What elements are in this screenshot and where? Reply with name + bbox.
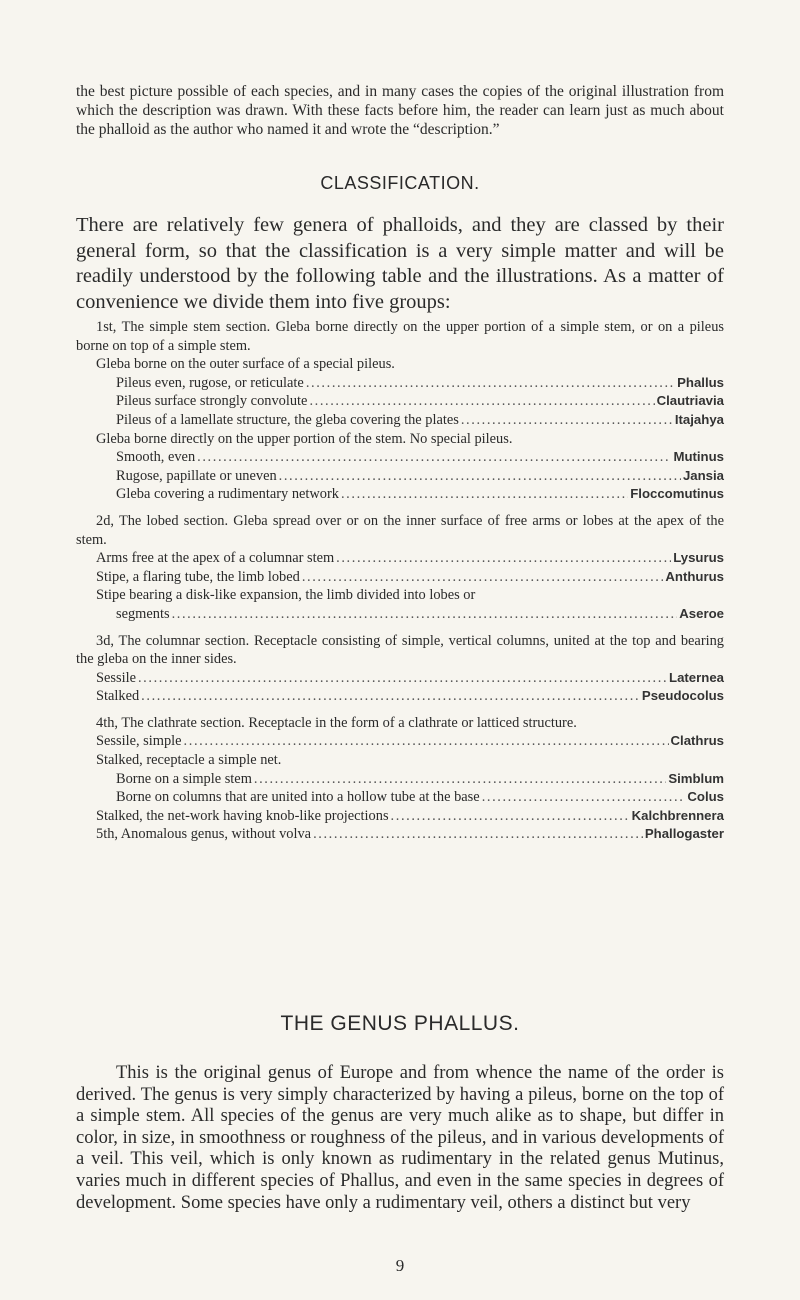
key-label: Borne on columns that are united into a hollow tube at the base [116, 789, 480, 806]
genus-name: Phallogaster [644, 826, 724, 842]
classification-lead: There are relatively few genera of phalloids, and they are classed by their general form, so that the classification is a very simple matter and will be readily understood by the following table and the illustrations. As a matter of convenience we divide them into five groups: [76, 214, 724, 313]
key-label: Sessile, simple [96, 733, 182, 750]
genus-name: Mutinus [673, 449, 724, 465]
genus-name: Itajahya [674, 411, 724, 427]
key-row [76, 374, 724, 393]
genus-name: Clathrus [670, 733, 724, 749]
classification-table [76, 318, 724, 844]
phallus-heading: THE GENUS PHALLUS. [280, 1012, 520, 1035]
key-label: Sessile [96, 669, 136, 686]
key-row [76, 549, 724, 568]
genus-name: Floccomutinus [630, 486, 724, 502]
key-row [76, 770, 724, 789]
key-row [76, 807, 724, 826]
section-2-intro: 2d, The lobed section. Gleba spread over or on the inner surface of free arms or lobes at the apex of the stem. [76, 512, 724, 548]
key-label: Gleba covering a rudimentary network [116, 486, 339, 503]
key-label: Stalked [96, 688, 140, 705]
key-label: Stipe, a flaring tube, the limb lobed [96, 568, 300, 585]
key-row [76, 485, 724, 504]
key-row [76, 788, 724, 807]
genus-name: Colus [687, 789, 724, 805]
key-row [76, 825, 724, 844]
key-row [76, 669, 724, 688]
genus-name: Aseroe [679, 605, 724, 621]
key-label: Rugose, papillate or uneven [116, 467, 277, 484]
key-row [76, 568, 724, 587]
key-label: Pileus even, rugose, or reticulate [116, 374, 304, 391]
genus-name: Kalchbrennera [631, 807, 724, 823]
section-3-intro: 3d, The columnar section. Receptacle consisting of simple, vertical columns, united at the top and bearing the gleba on the inner sides. [76, 632, 724, 668]
key-label: Pileus surface strongly convolute [116, 393, 308, 410]
section-1-subhead-1: Gleba borne on the outer surface of a special pileus. [96, 356, 395, 373]
key-row [76, 411, 724, 430]
genus-name: Jansia [682, 467, 724, 483]
intro-paragraph: the best picture possible of each species, and in many cases the copies of the original illustration from which the description was drawn. With these facts before him, the reader can learn just as much about the phalloid as the author who named it and wrote the “description.” [76, 83, 724, 138]
phallus-paragraph: This is the original genus of Europe and from whence the name of the order is derived. The genus is very simply characterized by having a pileus, borne on the top of a simple stem. All species of the genus are very much alike as to shape, but differ in color, in size, in smoothness or roughness of the pileus, and in various developments of a veil. This veil, which is only known as rudimentary in the related genus Mutinus, varies much in different species of Phallus, and even in the same species in degrees of development. Some species have only a rudimentary veil, others a distinct but very [76, 1063, 724, 1213]
genus-name: Pseudocolus [641, 688, 724, 704]
key-row [76, 467, 724, 486]
genus-name: Lysurus [673, 550, 724, 566]
key-row [76, 392, 724, 411]
genus-name: Anthurus [665, 568, 724, 584]
section-4-subhead: Stalked, receptacle a simple net. [96, 752, 282, 769]
genus-name: Simblum [668, 770, 724, 786]
phallus-body [76, 1063, 724, 1214]
key-label: Stalked, the net-work having knob-like projections [96, 807, 389, 824]
key-label: Arms free at the apex of a columnar stem [96, 550, 335, 567]
genus-name: Phallus [677, 374, 724, 390]
genus-name: Laternea [669, 669, 724, 685]
key-row [76, 448, 724, 467]
page-number: 9 [395, 1256, 405, 1275]
section-1-subhead-2: Gleba borne directly on the upper portion of the stem. No special pileus. [96, 430, 513, 447]
key-row [76, 732, 724, 751]
key-label: segments [116, 605, 170, 622]
key-row [76, 687, 724, 706]
genus-name: Clautriavia [656, 393, 724, 409]
classification-heading: CLASSIFICATION. [320, 173, 480, 193]
key-label: 5th, Anomalous genus, without volva [96, 826, 312, 843]
key-label: Smooth, even [116, 449, 196, 466]
section-4-intro: 4th, The clathrate section. Receptacle in the form of a clathrate or latticed structure. [96, 714, 577, 731]
key-label: Pileus of a lamellate structure, the gleba covering the plates [116, 411, 459, 428]
section-1-intro: 1st, The simple stem section. Gleba borne directly on the upper portion of a simple stem, or on a pileus borne on top of a simple stem. [76, 319, 724, 354]
key-label: Borne on a simple stem [116, 770, 252, 787]
key-label-line: Stipe bearing a disk-like expansion, the limb divided into lobes or [96, 587, 476, 604]
key-row [76, 605, 724, 624]
